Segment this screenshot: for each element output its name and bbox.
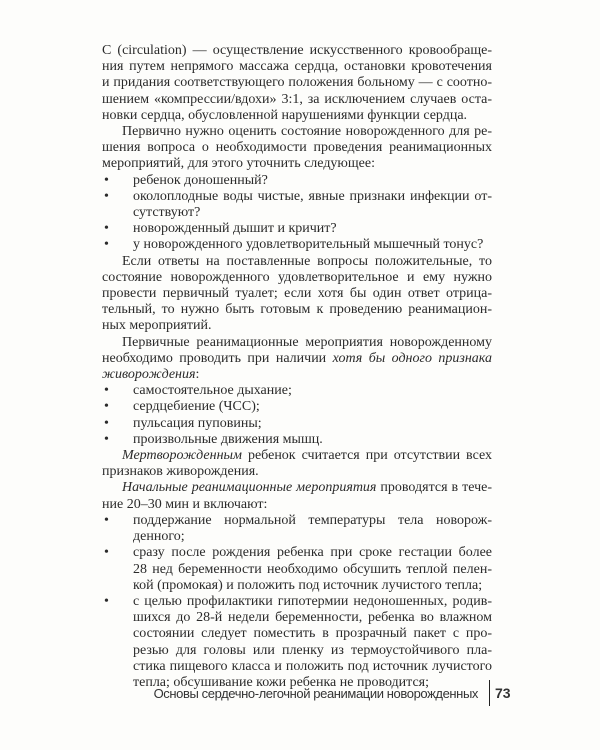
- running-title: Основы сердечно-легочной реанимации новорожденных: [153, 686, 478, 701]
- text-line: [102, 108, 492, 124]
- text-segment: сердцебиение (ЧСС);: [133, 399, 260, 415]
- text-segment: произвольные движения мышц.: [133, 431, 323, 447]
- text-line: [102, 124, 492, 140]
- text-segment: 28 нед беременности необходимо обсушить теплой пелен-: [133, 561, 492, 577]
- text-segment: тельный, то нужно быть готовым к проведению реанимацион-: [102, 302, 492, 318]
- footer-divider: [489, 680, 490, 706]
- text-segment: ребенок доношенный?: [133, 172, 268, 188]
- text-segment: Первично нужно оценить состояние новорожденного для ре-: [122, 124, 492, 140]
- text-segment: C (circulation) — осуществление искусственного кровообраще-: [102, 43, 492, 58]
- list-item: [102, 399, 492, 415]
- text-line: [133, 513, 492, 529]
- text-segment: с целью профилактики гипотермии недоношенных, родив-: [133, 593, 492, 609]
- text-line: [133, 643, 492, 659]
- text-line: [133, 610, 492, 626]
- italic-term: Мертворожденным: [122, 448, 242, 464]
- text-line: [133, 221, 492, 237]
- text-line: [102, 92, 492, 108]
- list-item: [102, 432, 492, 448]
- text-line: [102, 302, 492, 318]
- text-segment: кой (промокая) и положить под источник лучистого тепла;: [133, 577, 483, 593]
- text-line: [133, 659, 492, 675]
- text-segment: :: [195, 367, 200, 383]
- text-line: [133, 594, 492, 610]
- list-item: [102, 594, 492, 691]
- text-segment: самостоятельное дыхание;: [133, 383, 292, 399]
- text-segment: ных мероприятий.: [102, 318, 212, 334]
- bullet-icon: •: [104, 512, 109, 528]
- text-line: [133, 205, 492, 221]
- text-line: [133, 173, 492, 189]
- text-segment: ния путем непрямого массажа сердца, остановки кровотечения: [102, 59, 492, 75]
- page-body-text: [102, 43, 492, 691]
- list-item: [102, 545, 492, 594]
- list-item: [102, 221, 492, 237]
- paragraph: [102, 480, 492, 512]
- text-line: [102, 140, 492, 156]
- text-line: [133, 237, 492, 253]
- text-line: [102, 480, 492, 496]
- text-line: [102, 367, 492, 383]
- text-segment: пульсация пуповины;: [133, 415, 262, 431]
- bullet-icon: •: [104, 431, 109, 447]
- text-segment: Если ответы на поставленные вопросы положительные, то: [122, 253, 492, 269]
- text-line: [102, 497, 492, 513]
- text-line: [102, 254, 492, 270]
- text-segment: шением «компрессии/вдохи» 3:1, за исключением случаев оста-: [102, 91, 492, 107]
- text-line: [102, 156, 492, 172]
- bullet-icon: •: [104, 415, 109, 431]
- list-item: [102, 189, 492, 221]
- text-segment: признаков живорождения.: [102, 464, 259, 480]
- text-segment: ние 20–30 мин и включают:: [102, 496, 268, 512]
- paragraph: [102, 124, 492, 173]
- text-segment: поддержание нормальной температуры тела новорож-: [133, 512, 492, 528]
- list-item: [102, 383, 492, 399]
- text-segment: новорожденный дышит и кричит?: [133, 221, 337, 237]
- bullet-icon: •: [104, 172, 109, 188]
- bullet-icon: •: [104, 188, 109, 204]
- text-segment: у новорожденного удовлетворительный мышечный тонус?: [133, 237, 484, 253]
- page-footer: [0, 680, 600, 706]
- text-segment: шихся до 28-й недели беременности, ребенка во влажном: [133, 610, 492, 626]
- italic-term: живорождения: [102, 367, 196, 383]
- text-line: [133, 432, 492, 448]
- text-line: [102, 351, 492, 367]
- text-segment: шения вопроса о необходимости проведения реанимационных: [102, 140, 492, 156]
- text-segment: провести первичный туалет; если хотя бы один ответ отрица-: [102, 286, 492, 302]
- italic-term: Начальные реанимационные мероприятия: [122, 480, 377, 496]
- text-segment: мероприятий, для этого уточнить следующее:: [102, 156, 375, 172]
- paragraph: [102, 335, 492, 384]
- text-line: [102, 448, 492, 464]
- text-line: [133, 416, 492, 432]
- text-segment: сутствуют?: [133, 205, 201, 221]
- text-segment: околоплодные воды чистые, явные признаки инфекции от-: [133, 188, 492, 204]
- text-segment: необходимо проводить при наличии: [102, 350, 333, 366]
- text-line: [102, 59, 492, 75]
- text-segment: сразу после рождения ребенка при сроке гестации более: [133, 545, 492, 561]
- text-line: [133, 383, 492, 399]
- list-item: [102, 173, 492, 189]
- text-segment: состояние новорожденного удовлетворительное и ему нужно: [102, 269, 492, 285]
- text-line: [102, 286, 492, 302]
- list-item: [102, 237, 492, 253]
- text-segment: и придания соответствующего положения больному — с соотно-: [102, 75, 492, 91]
- text-line: [133, 399, 492, 415]
- paragraph: [102, 254, 492, 335]
- bullet-icon: •: [104, 237, 109, 253]
- text-segment: новки сердца, обусловленной нарушениями функции сердца.: [102, 107, 468, 123]
- text-segment: резью для головы или пленку из термоустойчивого пла-: [133, 642, 492, 658]
- text-segment: проводятся в тече-: [376, 480, 492, 496]
- text-line: [102, 464, 492, 480]
- list-item: [102, 513, 492, 545]
- list-item: [102, 416, 492, 432]
- bullet-icon: •: [104, 221, 109, 237]
- text-line: [133, 562, 492, 578]
- paragraph: [102, 43, 492, 124]
- text-line: [133, 545, 492, 561]
- italic-term: хотя бы одного признака: [332, 350, 492, 366]
- text-line: [133, 626, 492, 642]
- text-line: [133, 189, 492, 205]
- text-line: [102, 270, 492, 286]
- bullet-icon: •: [104, 593, 109, 609]
- text-segment: Первичные реанимационные мероприятия новорожденному: [122, 334, 492, 350]
- paragraph: [102, 448, 492, 480]
- bullet-icon: •: [104, 545, 109, 561]
- text-segment: тепла; обсушивание кожи ребенка не проводится;: [133, 674, 430, 690]
- text-line: [102, 75, 492, 91]
- text-line: [133, 529, 492, 545]
- text-segment: состоянии следует поместить в прозрачный пакет с про-: [133, 626, 492, 642]
- text-line: [133, 578, 492, 594]
- text-line: [102, 335, 492, 351]
- text-segment: стика пищевого класса и положить под источник лучистого: [133, 658, 492, 674]
- page-number: 73: [495, 685, 511, 701]
- text-line: [102, 318, 492, 334]
- text-segment: ребенок считается при отсутствии всех: [241, 448, 492, 464]
- bullet-icon: •: [104, 399, 109, 415]
- text-segment: денного;: [133, 529, 185, 545]
- bullet-icon: •: [104, 383, 109, 399]
- text-line: [102, 43, 492, 59]
